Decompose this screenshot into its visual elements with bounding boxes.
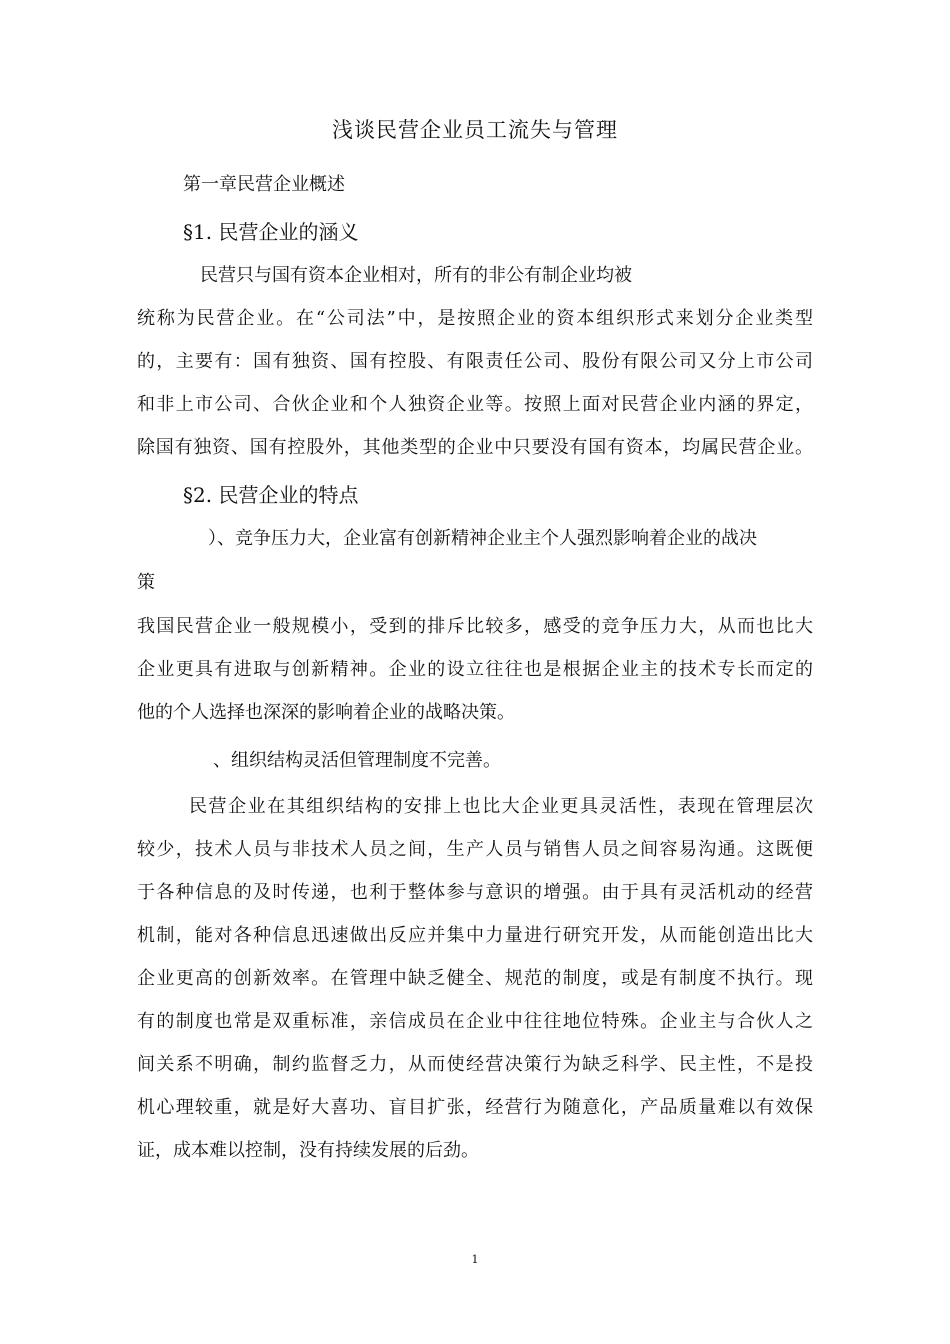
paragraph-line: 我国民营企业一般规模小，受到的排斥比较多，感受的竞争压力大，从而也比大 — [137, 616, 813, 637]
paragraph-line: 机制，能对各种信息迅速做出反应并集中力量进行研究开发，从而能创造出比大 — [137, 925, 813, 946]
document-title: 浅谈民营企业员工流失与管理 — [332, 118, 618, 142]
paragraph-line: 较少，技术人员与非技术人员之间，生产人员与销售人员之间容易沟通。这既便 — [137, 839, 813, 860]
paragraph-line: 他的个人选择也深深的影响着企业的战略决策。 — [137, 702, 515, 723]
paragraph-line: 机心理较重，就是好大喜功、盲目扩张，经营行为随意化，产品质量难以有效保 — [137, 1097, 813, 1118]
paragraph-line: 有的制度也常是双重标准，亲信成员在企业中往往地位特殊。企业主与合伙人之 — [137, 1011, 813, 1032]
paragraph-line: 证，成本难以控制，没有持续发展的后劲。 — [137, 1140, 479, 1161]
paragraph-line: 企业更高的创新效率。在管理中缺乏健全、规范的制度，或是有制度不执行。现 — [137, 968, 813, 989]
paragraph-line: 于各种信息的及时传递，也利于整体参与意识的增强。由于具有灵活机动的经营 — [137, 882, 813, 903]
paragraph-line: 企业更具有进取与创新精神。企业的设立往往也是根据企业主的技术专长而定的 — [137, 659, 813, 680]
paragraph-line: 民营企业在其组织结构的安排上也比大企业更具灵活性，表现在管理层次 — [189, 796, 813, 817]
section-heading-1: §1. 民营企业的涵义 — [183, 220, 359, 244]
paragraph-line: 的，主要有：国有独资、国有控股、有限责任公司、股份有限公司又分上市公司 — [137, 351, 813, 372]
page-number: 1 — [471, 1253, 479, 1266]
item-heading-1: ）、竞争压力大，企业富有创新精神企业主个人强烈影响着企业的战决 — [208, 528, 757, 549]
paragraph-line: 间关系不明确，制约监督乏力，从而使经营决策行为缺乏科学、民主性，不是投 — [137, 1054, 813, 1075]
paragraph-line: 民营只与国有资本企业相对，所有的非公有制企业均被 — [200, 265, 632, 286]
item-heading-1-continued: 策 — [137, 572, 155, 593]
section-heading-2: §2. 民营企业的特点 — [183, 483, 359, 507]
item-heading-2: 、组织结构灵活但管理制度不完善。 — [213, 750, 501, 771]
chapter-heading: 第一章民营企业概述 — [183, 174, 345, 195]
paragraph-line: 和非上市公司、合伙企业和个人独资企业等。按照上面对民营企业内涵的界定， — [137, 394, 813, 415]
paragraph-line: 除国有独资、国有控股外，其他类型的企业中只要没有国有资本，均属民营企业。 — [137, 437, 813, 458]
paragraph-line: 统称为民营企业。在“公司法”中，是按照企业的资本组织形式来划分企业类型 — [137, 308, 813, 329]
